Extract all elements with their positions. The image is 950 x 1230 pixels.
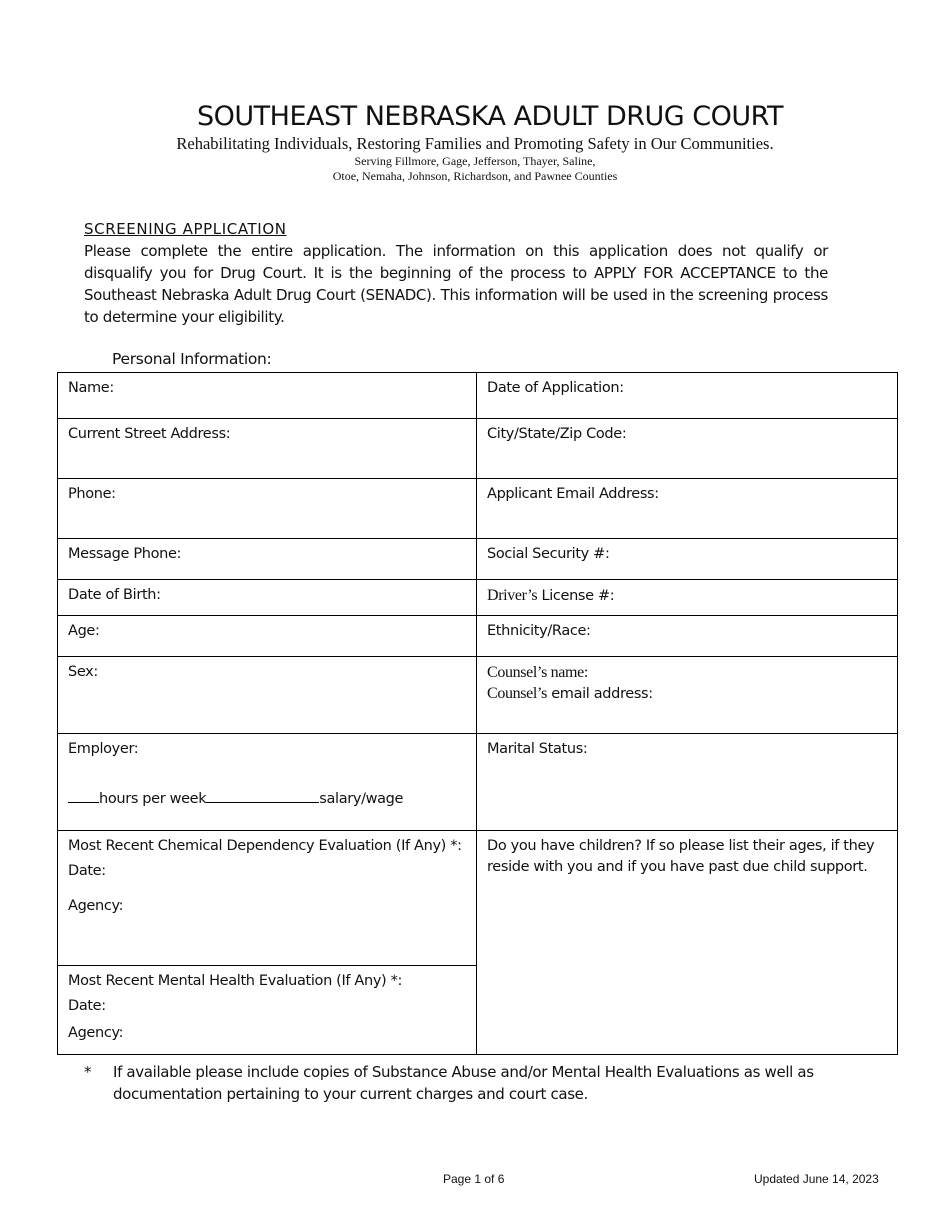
email-field[interactable] (477, 479, 898, 539)
page-number: Page 1 of 6 (443, 1172, 505, 1186)
counties-line-1: Serving Fillmore, Gage, Jefferson, Thayer, Saline, (354, 154, 596, 168)
employer-label: Employer: (68, 741, 139, 757)
intro-paragraph: Please complete the entire application. The information on this application does not qualify or disqualify you for Drug Court. It is the beginning of the process to APPLY FOR ACCEPTANCE to the Southeast Nebraska Adult Drug Court (SENADC). This information will be used in the screening process to determine your eligibility. (84, 242, 828, 326)
footnote-text: If available please include copies of Substance Abuse and/or Mental Health Evaluations as well as documentation pertaining to your current charges and court case. (113, 1063, 814, 1103)
updated-date: Updated June 14, 2023 (754, 1172, 879, 1186)
children-field[interactable] (477, 831, 898, 1055)
sex-field[interactable] (58, 657, 477, 734)
phone-field[interactable] (58, 479, 477, 539)
salary-blank[interactable] (206, 787, 319, 803)
ethnicity-label: Ethnicity/Race: (487, 623, 591, 639)
counsel-name-label: Counsel’s name: (487, 664, 588, 681)
message-phone-field[interactable] (58, 539, 477, 580)
mh-date-label: Date: (68, 998, 106, 1014)
cd-agency-label: Agency: (68, 898, 124, 914)
counsel-email-label-prefix: Counsel’s (487, 685, 547, 702)
marital-status-field[interactable] (477, 734, 898, 831)
date-of-application-label: Date of Application: (487, 380, 624, 396)
drivers-license-field[interactable] (477, 580, 898, 616)
mental-health-eval-field[interactable] (58, 966, 477, 1055)
drivers-license-label-prefix: Driver’s (487, 587, 538, 604)
counsel-email-label: email address: (546, 686, 653, 702)
children-label: Do you have children? If so please list their ages, if they reside with you and if you have past due child support. (487, 838, 875, 875)
chemical-dependency-eval-field[interactable] (58, 831, 477, 966)
evaluation-footnote (84, 1061, 874, 1105)
drivers-license-label: License #: (537, 588, 615, 604)
age-field[interactable] (58, 616, 477, 657)
hours-per-week-label: hours per week (99, 791, 207, 807)
cd-eval-label: Most Recent Chemical Dependency Evaluation (If Any) *: (68, 838, 462, 854)
ethnicity-field[interactable] (477, 616, 898, 657)
screening-application-heading: SCREENING APPLICATION (84, 220, 287, 238)
footnote-marker: * (84, 1063, 92, 1081)
phone-label: Phone: (68, 486, 116, 502)
document-header (0, 100, 950, 184)
city-state-zip-label: City/State/Zip Code: (487, 426, 627, 442)
city-state-zip-field[interactable] (477, 419, 898, 479)
salary-wage-label: salary/wage (319, 791, 404, 807)
court-title: SOUTHEAST NEBRASKA ADULT DRUG COURT (197, 101, 783, 132)
street-address-label: Current Street Address: (68, 426, 231, 442)
name-label: Name: (68, 380, 114, 396)
message-phone-label: Message Phone: (68, 546, 182, 562)
mh-eval-label: Most Recent Mental Health Evaluation (If Any) *: (68, 973, 403, 989)
dob-label: Date of Birth: (68, 587, 161, 603)
cd-date-label: Date: (68, 863, 106, 879)
sex-label: Sex: (68, 664, 98, 680)
counties-line-2: Otoe, Nemaha, Johnson, Richardson, and Pawnee Counties (332, 169, 618, 183)
marital-status-label: Marital Status: (487, 741, 588, 757)
employer-field[interactable] (58, 734, 477, 831)
dob-field[interactable] (58, 580, 477, 616)
age-label: Age: (68, 623, 100, 639)
mh-agency-label: Agency: (68, 1025, 124, 1041)
date-of-application-field[interactable] (477, 373, 898, 419)
name-field[interactable] (58, 373, 477, 419)
personal-information-table (57, 372, 898, 1055)
counsel-field[interactable] (477, 657, 898, 734)
court-tagline: Rehabilitating Individuals, Restoring Families and Promoting Safety in Our Communities. (176, 134, 774, 153)
street-address-field[interactable] (58, 419, 477, 479)
intro-section (84, 218, 828, 328)
email-label: Applicant Email Address: (487, 486, 659, 502)
hours-blank[interactable] (68, 787, 99, 803)
ssn-field[interactable] (477, 539, 898, 580)
personal-information-label: Personal Information: (112, 350, 272, 368)
ssn-label: Social Security #: (487, 546, 610, 562)
